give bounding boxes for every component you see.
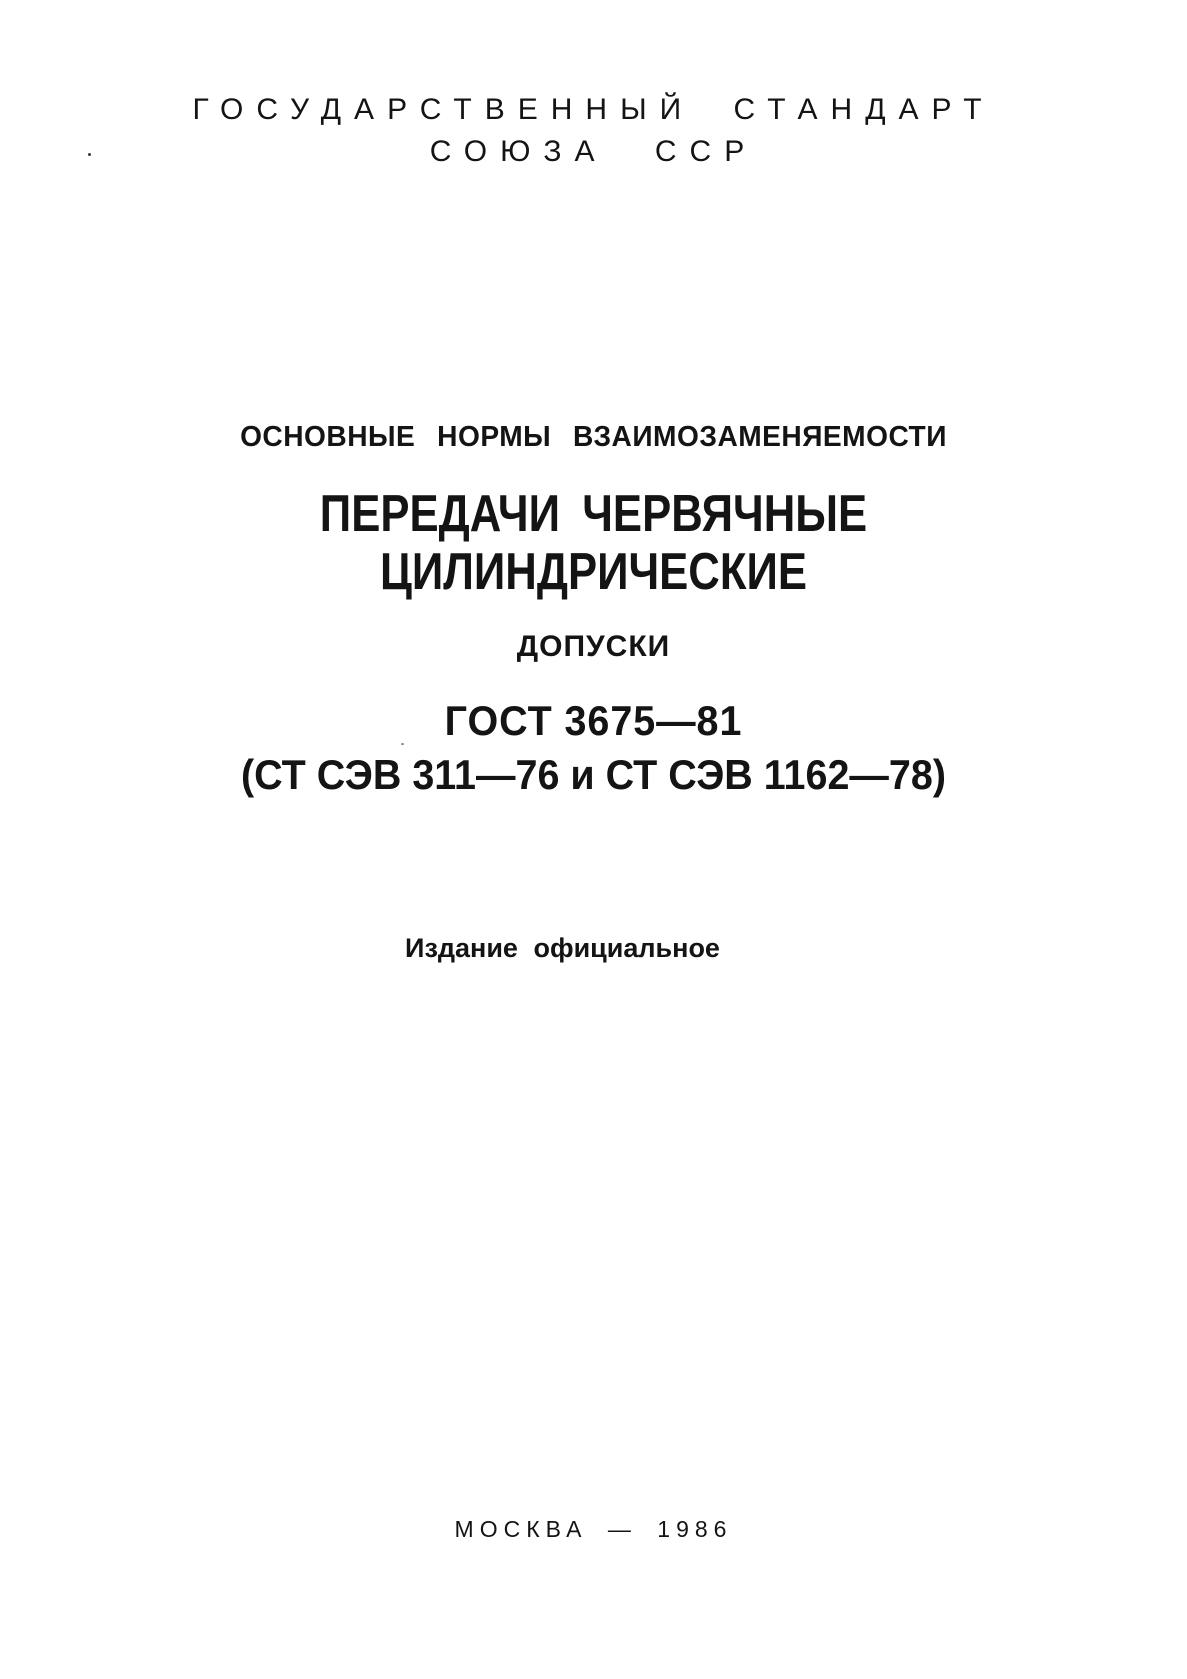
edition-note: Издание официальное (405, 933, 720, 963)
scan-speck (88, 153, 91, 156)
header-line-2: СОЮЗА ССР (429, 135, 758, 168)
scan-speck (401, 743, 404, 745)
document-title-line-1: ПЕРЕДАЧИ ЧЕРВЯЧНЫЕ (319, 485, 868, 543)
imprint-line: МОСКВА — 1986 (454, 1516, 733, 1542)
standard-equivalents: (СТ СЭВ 311—76 и СТ СЭВ 1162—78) (240, 751, 946, 798)
standard-designation: ГОСТ 3675—81 (444, 697, 743, 744)
series-title: ОСНОВНЫЕ НОРМЫ ВЗАИМОЗАМЕНЯЕМОСТИ (240, 421, 947, 453)
header-line-1: ГОСУДАРСТВЕННЫЙ СТАНДАРТ (192, 93, 995, 126)
document-title-line-2: ЦИЛИНДРИЧЕСКИЕ (379, 543, 808, 601)
document-subtitle: ДОПУСКИ (516, 630, 671, 663)
